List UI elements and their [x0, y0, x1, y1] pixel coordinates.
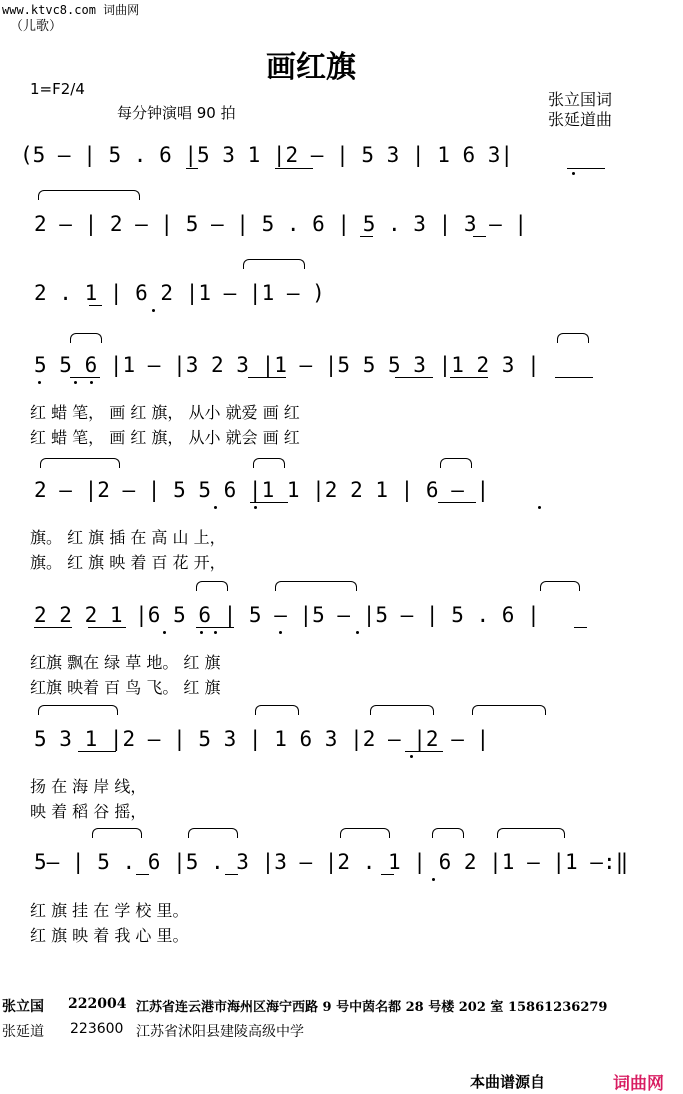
underline [567, 168, 605, 169]
lyric-verse-2: 红 旗 映 着 我 心 里。 [30, 926, 189, 945]
slur [243, 259, 305, 269]
slur [253, 458, 285, 468]
slur [188, 828, 238, 838]
lyric-verse-2: 旗。 红 旗 映 着 百 花 开， [30, 553, 226, 572]
source-label: 本曲谱源自 [470, 1073, 546, 1091]
underline [186, 168, 198, 169]
underline [78, 751, 116, 752]
underline [34, 627, 72, 628]
octave-dot [432, 878, 435, 881]
underline [250, 502, 288, 503]
octave-dot [214, 506, 217, 509]
lyricist-name: 张立国 [2, 999, 44, 1015]
slur [472, 705, 546, 715]
octave-dot [214, 631, 217, 634]
slur [40, 458, 120, 468]
octave-dot [538, 506, 541, 509]
composer-credit: 张延道曲 [548, 110, 613, 129]
lyric-verse-2: 映 着 稻 谷 摇， [30, 802, 147, 821]
octave-dot [90, 381, 93, 384]
score-row-3: 2 . 1 | 6 2 |1 — |1 — ) [34, 281, 325, 305]
octave-dot [74, 381, 77, 384]
octave-dot [38, 381, 41, 384]
underline [395, 377, 433, 378]
lyric-verse-1: 红 旗 挂 在 学 校 里。 [30, 901, 189, 920]
composer-name: 张延道 [2, 1024, 44, 1040]
score-row-7: 5 3 1 |2 — | 5 3 | 1 6 3 |2 — |2 — | [34, 727, 490, 751]
underline [89, 305, 102, 306]
lyric-verse-1: 扬 在 海 岸 线， [30, 777, 147, 796]
underline [450, 377, 488, 378]
underline [555, 377, 593, 378]
category-label: （儿歌） [10, 19, 63, 34]
tempo-marking: 每分钟演唱 90 拍 [117, 104, 236, 122]
lyricist-address: 江苏省连云港市海州区海宁西路 9 号中茵名都 28 号楼 202 室 15861236279 [136, 1000, 608, 1015]
octave-dot [410, 755, 413, 758]
underline [574, 627, 587, 628]
underline [275, 168, 313, 169]
underline [405, 751, 443, 752]
underline [136, 874, 149, 875]
lyricist-credit: 张立国词 [548, 90, 613, 109]
lyric-verse-1: 旗。 红 旗 插 在 高 山 上， [30, 528, 226, 547]
key-signature: 1=F2/4 [30, 80, 85, 98]
underline [381, 874, 394, 875]
lyric-verse-2: 红 蜡 笔， 画 红 旗， 从小 就会 画 红 [30, 428, 300, 447]
slur [340, 828, 390, 838]
slur [255, 705, 299, 715]
lyric-verse-1: 红旗 飘在 绿 草 地。 红 旗 [30, 653, 221, 672]
lyric-verse-2: 红旗 映着 百 鸟 飞。 红 旗 [30, 678, 221, 697]
slur [38, 705, 118, 715]
octave-dot [356, 631, 359, 634]
score-row-5: 2 — |2 — | 5 5 6 |1 1 |2 2 1 | 6 — | [34, 478, 490, 502]
score-row-8: 5— | 5 . 6 |5 . 3 |3 — |2 . 1 | 6 2 |1 — |1 —:‖ [34, 850, 629, 874]
score-row-1: (5 — | 5 . 6 |5 3 1 |2 — | 5 3 | 1 6 3| [20, 143, 514, 167]
octave-dot [254, 506, 257, 509]
slur [370, 705, 434, 715]
slur [497, 828, 565, 838]
lyric-verse-1: 红 蜡 笔， 画 红 旗， 从小 就爱 画 红 [30, 403, 300, 422]
octave-dot [152, 309, 155, 312]
underline [196, 627, 234, 628]
site-logo[interactable]: 词曲网 [613, 1074, 664, 1094]
octave-dot [163, 631, 166, 634]
slur [92, 828, 142, 838]
slur [557, 333, 589, 343]
watermark: www.ktvc8.com 词曲网 [2, 3, 140, 17]
underline [360, 236, 373, 237]
octave-dot [200, 631, 203, 634]
slur [196, 581, 228, 591]
slur [540, 581, 580, 591]
composer-address: 江苏省沭阳县建陵高级中学 [136, 1024, 304, 1040]
octave-dot [279, 631, 282, 634]
score-row-6: 2 2 2 1 |6 5 6 | 5 — |5 — |5 — | 5 . 6 | [34, 603, 540, 627]
octave-dot [572, 172, 575, 175]
slur [432, 828, 464, 838]
score-row-2: 2 — | 2 — | 5 — | 5 . 6 | 5 . 3 | 3 — | [34, 212, 528, 236]
underline [70, 377, 100, 378]
underline [88, 627, 126, 628]
song-title: 画红旗 [266, 50, 356, 85]
lyricist-zip: 222004 [68, 996, 127, 1012]
composer-zip: 223600 [70, 1021, 124, 1037]
underline [473, 236, 486, 237]
underline [438, 502, 476, 503]
slur [70, 333, 102, 343]
underline [248, 377, 286, 378]
slur [38, 190, 140, 200]
slur [275, 581, 357, 591]
score-row-4: 5 5 6 |1 — |3 2 3 |1 — |5 5 5 3 |1 2 3 | [34, 353, 540, 377]
underline [225, 874, 238, 875]
slur [440, 458, 472, 468]
